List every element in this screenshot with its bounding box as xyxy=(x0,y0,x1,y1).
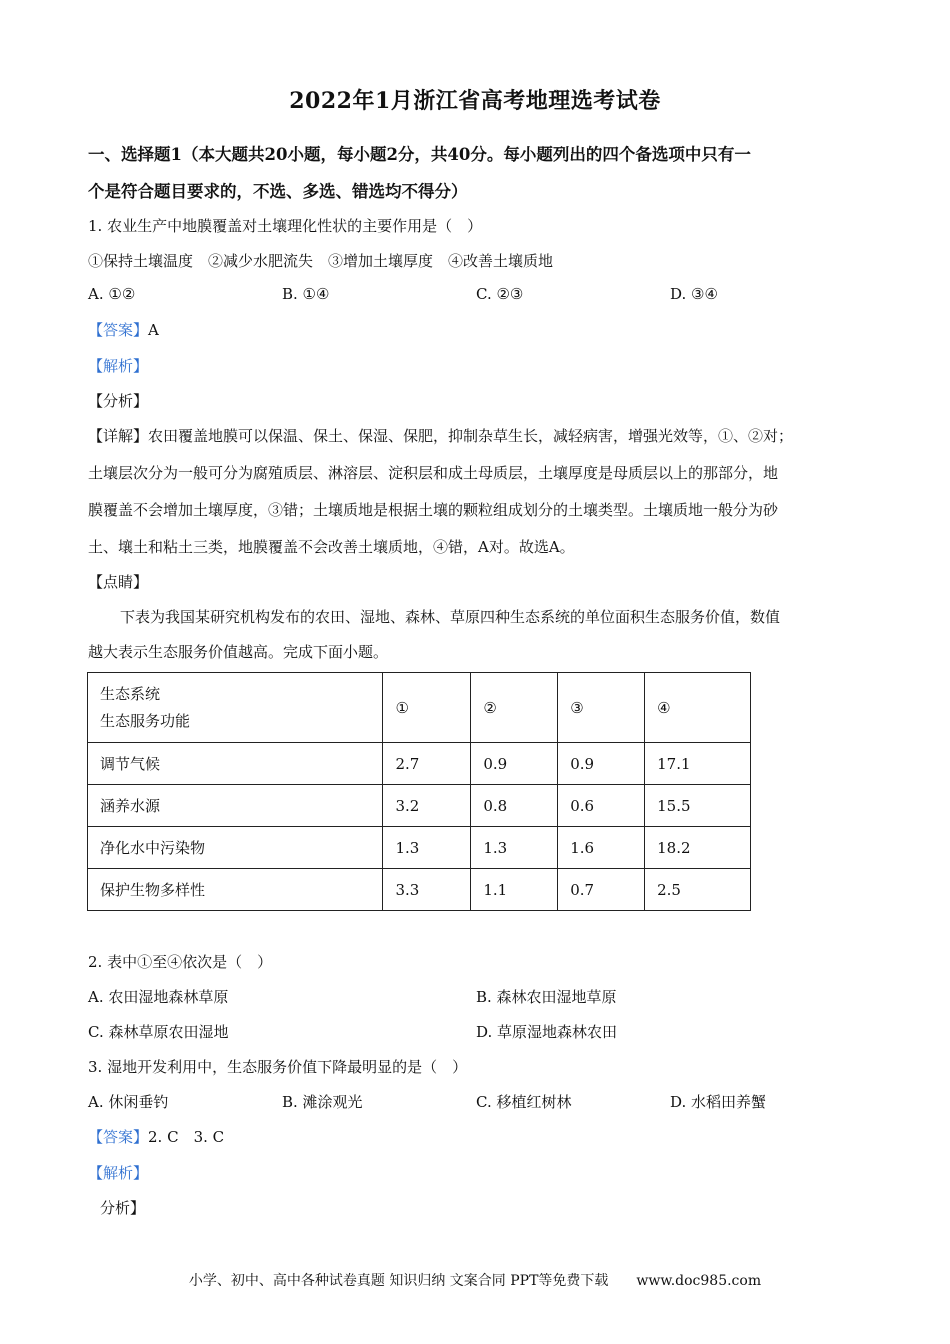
row-label: 涵养水源 xyxy=(88,785,383,827)
analysis-tag: 【解析】 xyxy=(88,357,149,375)
q2-stem: 2. 表中①至④依次是（ ） xyxy=(88,953,273,971)
fenxi-tag: 【分析】 xyxy=(88,392,149,410)
q1-items: ①保持土壤温度 ②减少水肥流失 ③增加土壤厚度 ④改善土壤质地 xyxy=(88,252,554,270)
table-cell: 0.7 xyxy=(558,869,645,911)
passage-line2: 越大表示生态服务价值越高。完成下面小题。 xyxy=(88,643,389,661)
q2-option-c: C. 森林草原农田湿地 xyxy=(88,1023,229,1041)
analysis-tag: 【解析】 xyxy=(88,1164,149,1182)
table-col-header: ④ xyxy=(645,673,751,743)
table-corner-header: 生态系统 生态服务功能 xyxy=(88,673,383,743)
table-cell: 0.9 xyxy=(558,743,645,785)
table-cell: 3.2 xyxy=(383,785,471,827)
q1-answer-line xyxy=(88,319,159,340)
table-cell: 0.9 xyxy=(471,743,558,785)
answer-tag: 【答案】 xyxy=(88,1128,149,1146)
q1-detail-line2: 土壤层次分为一般可分为腐殖质层、淋溶层、淀积层和成土母质层，土壤厚度是母质层以上的那部分，地 xyxy=(88,464,779,482)
q3-option-c: C. 移植红树林 xyxy=(476,1093,572,1111)
q23-answer-line xyxy=(88,1126,224,1147)
q1-option-a: A. ①② xyxy=(88,285,136,303)
table-col-header: ③ xyxy=(558,673,645,743)
table-cell: 0.6 xyxy=(558,785,645,827)
table-cell: 2.7 xyxy=(383,743,471,785)
footer-text: 小学、初中、高中各种试卷真题 知识归纳 文案合同 PPT等免费下载 www.doc985.com xyxy=(188,1273,762,1289)
table-cell: 1.6 xyxy=(558,827,645,869)
q1-detail-line3: 膜覆盖不会增加土壤厚度，③错；土壤质地是根据土壤的颗粒组成划分的土壤类型。土壤质地一般分为砂 xyxy=(88,501,779,519)
table-col-header: ① xyxy=(383,673,471,743)
ecosystem-table xyxy=(87,672,751,911)
q1-option-d: D. ③④ xyxy=(670,285,718,303)
section-heading-line2: 个是符合题目要求的，不选、多选、错选均不得分） xyxy=(88,182,468,201)
table-header-row xyxy=(88,673,751,743)
passage-line1: 下表为我国某研究机构发布的农田、湿地、森林、草原四种生态系统的单位面积生态服务价值，数值 xyxy=(120,608,781,626)
q3-stem: 3. 湿地开发利用中，生态服务价值下降最明显的是（ ） xyxy=(88,1058,468,1076)
q1-detail-line4: 土、壤土和粘土三类，地膜覆盖不会改善土壤质地，④错，A对。故选A。 xyxy=(88,538,575,556)
detail-tag: 【详解】 xyxy=(88,427,149,445)
q1-stem: 1. 农业生产中地膜覆盖对土壤理化性状的主要作用是（ ） xyxy=(88,217,483,235)
q2-option-b: B. 森林农田湿地草原 xyxy=(476,988,617,1006)
table-cell: 17.1 xyxy=(645,743,751,785)
row-label: 调节气候 xyxy=(88,743,383,785)
table-cell: 15.5 xyxy=(645,785,751,827)
row-label: 净化水中污染物 xyxy=(88,827,383,869)
table-row xyxy=(88,827,751,869)
table-cell: 1.3 xyxy=(471,827,558,869)
row-label: 保护生物多样性 xyxy=(88,869,383,911)
table-col-header: ② xyxy=(471,673,558,743)
fenxi-tag: 分析】 xyxy=(100,1199,146,1217)
q2-option-a: A. 农田湿地森林草原 xyxy=(88,988,229,1006)
q3-option-d: D. 水稻田养蟹 xyxy=(670,1093,767,1111)
table-row xyxy=(88,785,751,827)
table-cell: 0.8 xyxy=(471,785,558,827)
table-cell: 1.1 xyxy=(471,869,558,911)
dianjing-tag: 【点睛】 xyxy=(88,573,149,591)
q2-option-d: D. 草原湿地森林农田 xyxy=(476,1023,618,1041)
q23-answer: 2. C 3. C xyxy=(148,1128,225,1146)
table-cell: 2.5 xyxy=(645,869,751,911)
section-heading-line1: 一、选择题1（本大题共20小题，每小题2分，共40分。每小题列出的四个备选项中只有一 xyxy=(88,145,751,164)
q3-option-a: A. 休闲垂钓 xyxy=(88,1093,169,1111)
q1-option-c: C. ②③ xyxy=(476,285,524,303)
q1-option-b: B. ①④ xyxy=(282,285,330,303)
page-title: 2022年1月浙江省高考地理选考试卷 xyxy=(289,88,661,114)
q3-option-b: B. 滩涂观光 xyxy=(282,1093,363,1111)
table-cell: 1.3 xyxy=(383,827,471,869)
q1-detail-line1: 【详解】农田覆盖地膜可以保温、保土、保湿、保肥，抑制杂草生长，减轻病害，增强光效等，①、②对； xyxy=(88,427,794,445)
q1-answer: A xyxy=(148,321,159,339)
table-row xyxy=(88,869,751,911)
table-cell: 18.2 xyxy=(645,827,751,869)
answer-tag: 【答案】 xyxy=(88,321,149,339)
table-cell: 3.3 xyxy=(383,869,471,911)
table-row xyxy=(88,743,751,785)
